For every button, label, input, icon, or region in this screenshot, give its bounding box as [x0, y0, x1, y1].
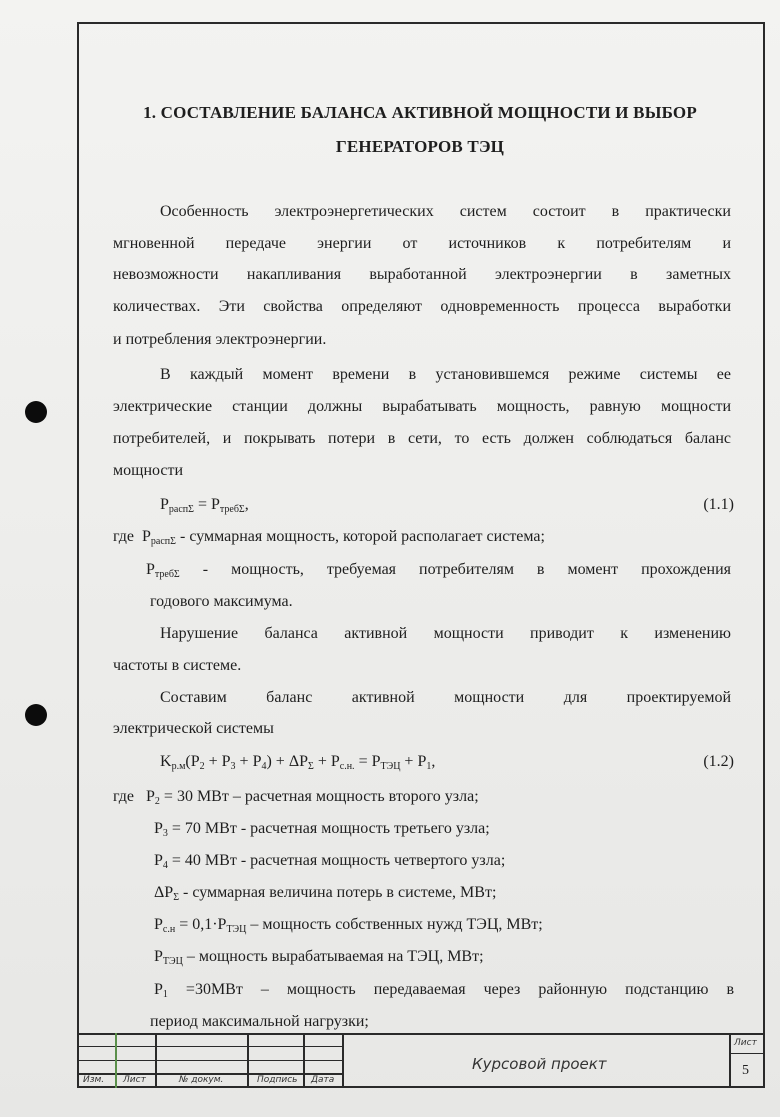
paragraph-line: Особенность электроэнергетических систем состоит в практически — [160, 203, 731, 220]
definition-line: $P_4 = 40$ МВт - расчетная мощность четвертого узла; — [154, 852, 506, 871]
paragraph-line: электрические станции должны вырабатывать мощность, равную мощности — [113, 398, 731, 415]
definition-line: $P_{с.н} = 0,1\cdot P_{ТЭЦ}$ – мощность собственных нужд ТЭЦ, МВт; — [154, 916, 543, 935]
paragraph-line: Составим баланс активной мощности для проектируемой — [160, 689, 731, 706]
paragraph-line: невозможности накапливания выработанной электроэнергии в заметных — [113, 266, 731, 283]
project-title: Курсовой проект — [472, 1055, 607, 1073]
section-title-line2: ГЕНЕРАТОРОВ ТЭЦ — [335, 137, 505, 156]
paragraph-line: Нарушение баланса активной мощности приводит к изменению — [160, 625, 731, 642]
equation-number: (1.1) — [703, 496, 734, 513]
paragraph-line: мощности — [113, 462, 184, 479]
punch-hole — [25, 401, 47, 423]
sheet-label: Лист — [734, 1038, 757, 1048]
punch-hole — [25, 704, 47, 726]
stamp-col-date: Дата — [311, 1075, 335, 1085]
definition-line: $P_3 = 70$ МВт - расчетная мощность третьего узла; — [154, 820, 490, 839]
definition-line: где $P_2 = 30$ МВт – расчетная мощность второго узла; — [113, 788, 479, 807]
definition-line: годового максимума. — [150, 593, 293, 610]
paragraph-line: количествах. Эти свойства определяют одновременность процесса выработки — [113, 298, 731, 315]
stamp-col-doc: № докум. — [179, 1075, 224, 1085]
equation-1-1: $P_{расп\Sigma} = P_{треб\Sigma}$, — [160, 496, 249, 515]
equation-number: (1.2) — [703, 753, 734, 770]
paragraph-line: В каждый момент времени в установившемся режиме системы ее — [160, 366, 731, 383]
definition-line: период максимальной нагрузки; — [150, 1013, 369, 1030]
paragraph-line: мгновенной передаче энергии от источников к потребителям и — [113, 235, 731, 252]
definition-line: где $P_{расп\Sigma}$ - суммарная мощность, которой располагает система; — [113, 528, 545, 547]
definition-line: $P_{треб\Sigma}$ - мощность, требуемая потребителям в момент прохождения — [146, 561, 732, 580]
section-title-line1: 1. СОСТАВЛЕНИЕ БАЛАНСА АКТИВНОЙ МОЩНОСТИ И ВЫБОР — [143, 103, 697, 122]
paragraph-line: частоты в системе. — [113, 657, 242, 674]
stamp-col-list: Лист — [123, 1075, 146, 1085]
equation-1-2: $K_{р.м}(P_2 + P_3 + P_4) + \Delta P_\Sigma + P_{с.н.} = P_{ТЭЦ} + P_1$, — [160, 753, 436, 772]
stamp-col-izm: Изм. — [83, 1075, 105, 1085]
paragraph-line: электрической системы — [113, 720, 274, 737]
paragraph-line: и потребления электроэнергии. — [113, 331, 327, 348]
paragraph-line: потребителей, и покрывать потери в сети, то есть должен соблюдаться баланс — [113, 430, 731, 447]
sheet-number: 5 — [742, 1063, 749, 1078]
definition-line: $P_{ТЭЦ}$ – мощность вырабатываемая на ТЭЦ, МВт; — [154, 948, 484, 967]
definition-line: $P_1 =30МВт$ – мощность передаваемая через районную подстанцию в — [154, 981, 734, 1000]
definition-line: $\Delta P_\Sigma$ - суммарная величина потерь в системе, МВт; — [154, 884, 497, 903]
stamp-col-sign: Подпись — [257, 1075, 298, 1085]
title-block — [77, 1033, 765, 1088]
